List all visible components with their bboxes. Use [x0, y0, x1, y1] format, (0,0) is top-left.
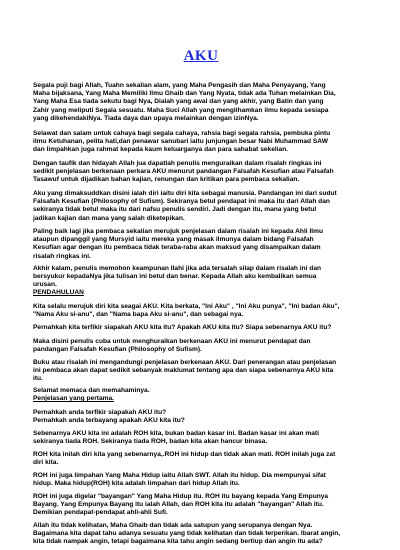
paragraph-selamat: Selamat memaca dan memahaminya. [33, 387, 150, 394]
paragraph-taufik: Dengan taufik dan hidayah Allah jua dapatlah penulis menguraikan dalam risalah ringkas ini sedikit penjelasan berkenaan perkara AKU menurut pandangan Falsafah Kesufian atau Falsafah Tasawuf untuk dijadikan bahan kajian, renungan dan kritikan para pembaca sekalian. [33, 160, 334, 184]
subheading-first-explanation: Penjelasan yang pertama. [33, 395, 114, 402]
paragraph-roh-bayangan: ROH ini juga digelar "bayangan" Yang Maha Hidup itu. ROH itu bayang kepada Yang Empunya Bayang. Yang Empunya Bayang itu ialah Allah, dan ROH kita itu adalah "bayangan" Allah itu. Demikian pendapat-pendapat ahli-ahli Sufi. [33, 493, 329, 517]
paragraph-selawat: Selawat dan salam untuk cahaya bagi segala cahaya, rahsia bagi segala rahsia, pembuka pintu ilmu Ketuhanan, pelita hati,dan penawar sanubari iaitu junjungan besar Nabi Muhammad SAW dan limpahkan juga rahmat kepada kaum keluarganya dan para sahabat sekelian. [33, 130, 331, 154]
page-title: AKU [183, 48, 219, 64]
paragraph-aku-reference: Kita selalu merujuk diri kita seagai AKU. Kita berkata, "Ini Aku" , "Ini Aku punya", "Ini badan Aku", "Nama Aku si-anu", dan "Nama bapa Aku si-anu", dan sebagai nya. [33, 303, 340, 319]
section-heading-pendahuluan: PENDAHULUAN [33, 289, 84, 296]
paragraph-opening-praise: Segala puji bagi Allah, Tuahn sekalian alam, yang Maha Pengasih dan Maha Penyayang, Yang Maha bijaksana, Yang Maha Memiliki Ilmu Ghaib dan Yang Nyata, tidak ada Tuhan melainkan Dia, Yang Maha Esa tiada sekutu bagi Nya, Dialah yang awal dan yang akhir, yang Batin dan yang Zahir yang meliputi Segala sesuatu. Maha Suci Allah yang mengilhamkan ilmu kepada sesiapa yang dikehendakiNya. Tiada daya dan upaya melainkan dengan izinNya. [33, 82, 336, 122]
paragraph-mursyid: Paling baik lagi jika pembaca sekalian merujuk penjelasan dalam risalah ini kepada Ahli Ilmu ataupun dipanggil yang Mursyid iaitu mereka yang masak ilmunya dalam bidang Falsafah Kesufian agar dengan itu pembaca tidak teraba-raba akan maksud yang disampaikan dalam risalah ringkas ini. [33, 228, 323, 260]
paragraph-question: Pernahkah kita terfikir siapakah AKU kita itu? Apakah AKU kita itu? Siapa sebenarnya AKU itu? [33, 324, 332, 331]
paragraph-roh-self: ROH kita inilah diri kita yang sebenarnya,.ROH ini hidup dan tidak akan mati. ROH inilah juga zat diri kita. [33, 451, 336, 467]
paragraph-questions-aku: Pernahkah anda terfikir siapakah AKU itu? Pernahkah anda terbayang apakah AKU kita itu? [33, 409, 185, 425]
paragraph-akhir-kalam: Akhir kalam, penulis memohon keampunan Ilahi jika ada tersalah silap dalam risalah ini dan bersyukur kepadaNya jika tulisan ini betul dan benar. Kepada Allah aku kembalikan semua urusan. [33, 265, 322, 289]
paragraph-roh-body: Sebenarnya AKU kita ini adalah ROH kita, bukan badan kasar ini. Badan kasar ini akan mati sekiranya tiada ROH. Sekiranya tiada ROH, badan kita akan hancur binasa. [33, 430, 319, 446]
paragraph-intent: Maka disini penulis cuba untuk menghuraikan berkenaan AKU ini menurut pendapat dan pandangan Falsafah Kesufian (Philosophy of Sufism). [33, 338, 311, 354]
paragraph-roh-limpahan: ROH ini juga limpahan Yang Maha Hidup iaitu Allah SWT. Allah itu hidup. Dia mempunyai sifat hidup. Maka hidup(ROH) kita adalah limpahan dari hidup Allah itu. [33, 472, 326, 488]
paragraph-aku-meaning: Aku yang dimaksuddkan disini ialah diri iaitu diri kita sebagai manusia. Pandangan ini dari sudut Falsafah Kesufian (Philosophy of Sufism). Sekiranya betul pendapat ini maka itu dari Allah dan sekiranya tidak betul maka itu dari nafsu penulis sendiri. Jadi dengan itu, mana yang betul jadikan kajian dan mana yang salah diketepikan. [33, 190, 337, 222]
paragraph-book-contents: Buku atau risalah ini mengandungi penjelasan berkenaan AKU. Dari penerangan atau penjelasan ini pembaca akan dapat sedikit sebanyak maklumat tentang apa dan siapa sebenarnya AKU kita itu. [33, 359, 337, 383]
paragraph-allah-ghaib: Allah itu tidak kelihatan, Maha Ghaib dan tidak ada satupun yang serupanya dengan Nya. Bagaimana kita dapat tahu adanya sesuatu yang tidak kelihatan dan tidak terperikan. Ibarat angin, kita tidak nampak angin, tetapi bagaimana kita tahu angin sedang bertiup dan angin itu ada? [33, 522, 341, 546]
